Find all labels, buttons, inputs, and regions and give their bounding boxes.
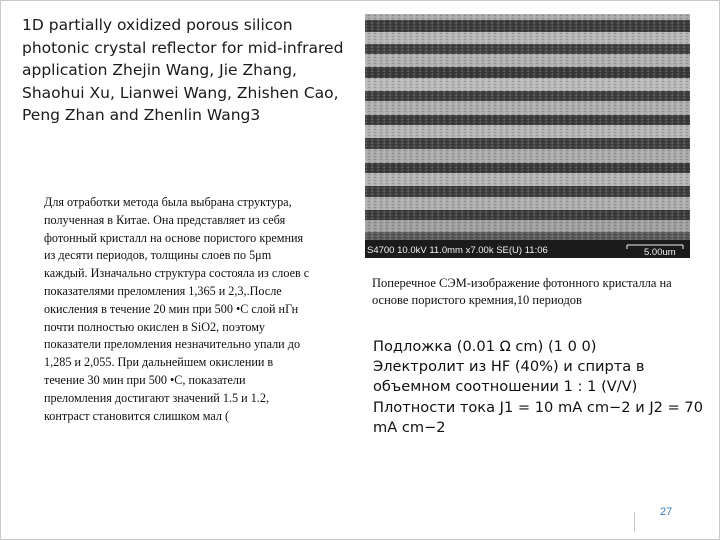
- sem-texture: [365, 14, 690, 258]
- sem-info-left: S4700 10.0kV 11.0mm x7.00k SE(U) 11:06: [367, 245, 548, 256]
- process-parameters: Подложка (0.01 Ω cm) (1 0 0) Электролит из HF (40%) и спирта в объемном соотношении 1 : 1 (V/V) Плотности тока J1 = 10 mA cm−2 и J2 = 70 mA cm−2: [373, 338, 703, 436]
- page-number-rule: [634, 512, 635, 532]
- slide-title: 1D partially oxidized porous silicon photonic crystal reflector for mid-infrared application Zhejin Wang, Jie Zhang, Shaohui Xu, Lianwei Wang, Zhishen Cao, Peng Zhan and Zhenlin Wang3: [22, 16, 344, 124]
- image-caption: Поперечное СЭМ-изображение фотонного кристалла на основе пористого кремния,10 периодов: [372, 276, 672, 307]
- sem-image: [365, 14, 690, 258]
- sem-micrograph: [365, 14, 690, 258]
- page-number: 27: [660, 506, 673, 518]
- sem-scale-label: 5.00um: [644, 247, 676, 258]
- body-text: Для отработки метода была выбрана структура, полученная в Китае. Она представляет из себя фотонный кристалл на основе пористого кремния из десяти периодов, толщины слоев по 5μm каждый. Изначально структура состояла из слоев с показателями преломления 1,365 и 2,3,.После окисления в течение 20 мин при 500 •С слой нГн почти полностью окислен в SiO2, поэтому показатели преломления незначительно упали до 1,285 и 2,055. При дальнейшем окислении в течение 30 мин при 500 •С, показатели преломления достигают значений 1.5 и 1.2, контраст становится слишком мал (: [44, 195, 310, 423]
